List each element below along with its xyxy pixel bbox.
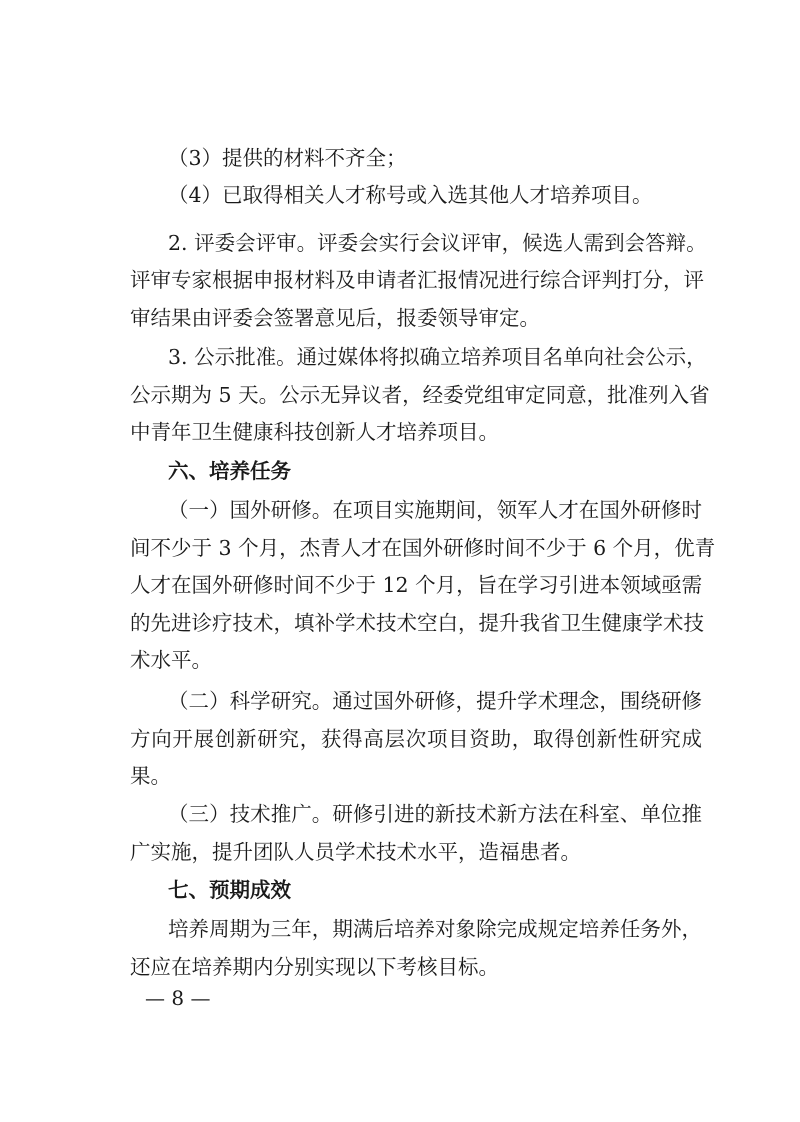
paragraph-line: 2. 评委会评审。评委会实行会议评审，候选人需到会答辩。 — [168, 231, 707, 255]
paragraph-line: 审结果由评委会签署意见后，报委领导审定。 — [130, 306, 540, 330]
paragraph-line: 的先进诊疗技术，填补学术技术空白，提升我省卫生健康学术技 — [130, 611, 704, 635]
paragraph-line: 广实施，提升团队人员学术技术水平，造福患者。 — [130, 840, 581, 864]
paragraph-line: 人才在国外研修时间不少于 12 个月，旨在学习引进本领域亟需 — [130, 573, 703, 597]
paragraph-line: 公示期为 5 天。公示无异议者，经委党组审定同意，批准列入省 — [130, 383, 710, 407]
paragraph-line: 评审专家根据申报材料及申请者汇报情况进行综合评判打分，评 — [130, 268, 704, 292]
page-number: — 8 — — [145, 986, 211, 1010]
list-item-already-selected: （4）已取得相关人才称号或入选其他人才培养项目。 — [168, 183, 653, 207]
paragraph-line: 间不少于 3 个月，杰青人才在国外研修时间不少于 6 个月，优青 — [130, 536, 716, 560]
list-item-material-incomplete: （3）提供的材料不齐全； — [168, 146, 407, 170]
paragraph-line: （一）国外研修。在项目实施期间，领军人才在国外研修时 — [168, 498, 702, 522]
section-heading-expected-results: 七、预期成效 — [168, 878, 291, 902]
paragraph-line: 还应在培养期内分别实现以下考核目标。 — [130, 955, 499, 979]
section-heading-training-tasks: 六、培养任务 — [168, 459, 291, 483]
paragraph-line: 中青年卫生健康科技创新人才培养项目。 — [130, 420, 499, 444]
paragraph-line: 培养周期为三年，期满后培养对象除完成规定培养任务外， — [168, 917, 702, 941]
paragraph-line: 果。 — [130, 764, 171, 788]
paragraph-line: （三）技术推广。研修引进的新技术新方法在科室、单位推 — [168, 802, 702, 826]
paragraph-line: 方向开展创新研究，获得高层次项目资助，取得创新性研究成 — [130, 727, 702, 751]
paragraph-line: 3. 公示批准。通过媒体将拟确立培养项目名单向社会公示， — [168, 345, 707, 369]
paragraph-line: 术水平。 — [130, 648, 212, 672]
paragraph-line: （二）科学研究。通过国外研修，提升学术理念，围绕研修 — [168, 689, 702, 713]
